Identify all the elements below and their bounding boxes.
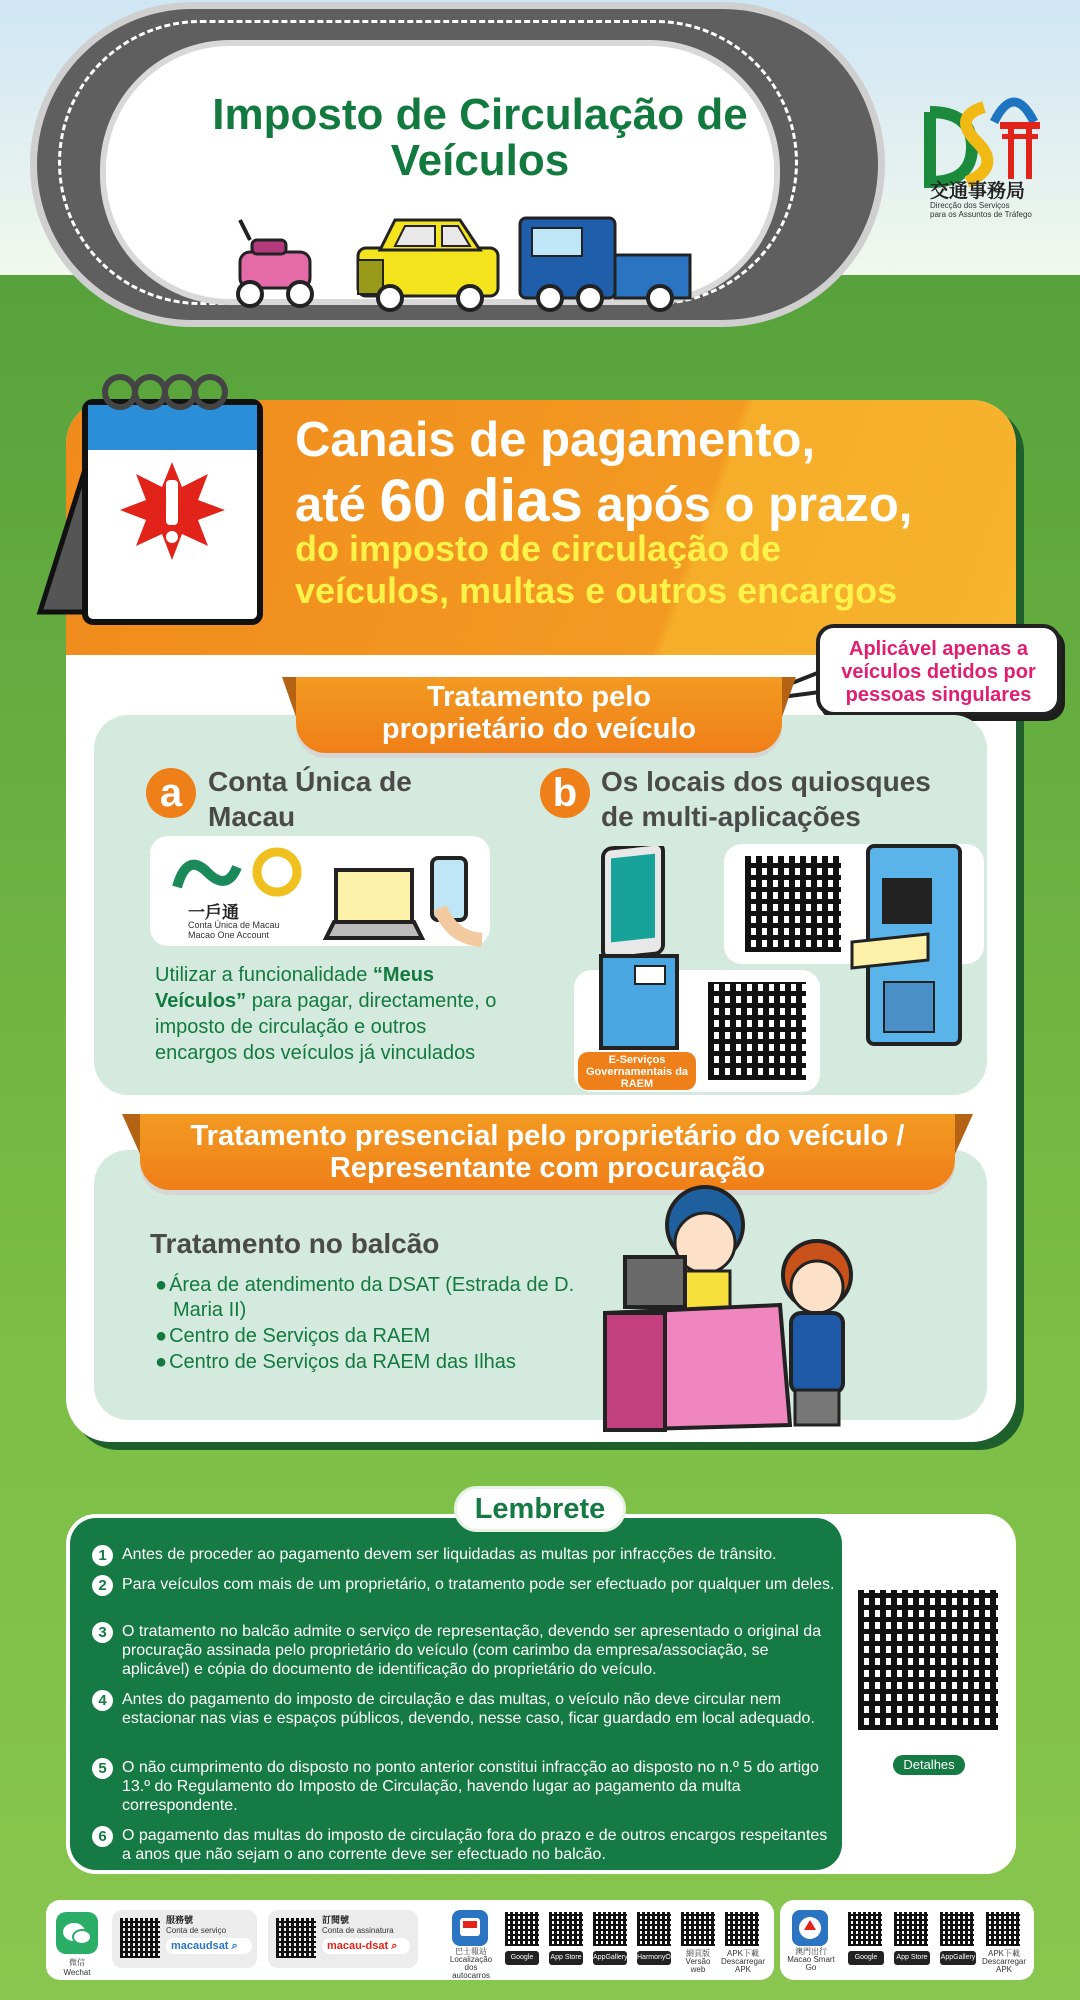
option-b-badge: b: [540, 768, 590, 818]
counter-location-item: ● Centro de Serviços da RAEM: [155, 1324, 575, 1349]
bus-app-label: 巴士報站 Localização dos autocarros: [449, 1947, 493, 1980]
laptop-phone-icon: [322, 848, 487, 948]
bus-app-qr-google[interactable]: [505, 1912, 539, 1946]
logo-chinese-name: 交通事務局: [930, 180, 1026, 202]
calendar-alert-icon: [30, 362, 275, 632]
counter-section-ribbon: Tratamento presencial pelo proprietário do veículo / Representante com procuração: [140, 1114, 955, 1190]
headline-line2: até 60 dias após o prazo,: [295, 467, 913, 534]
bus-app-qr-web[interactable]: [681, 1912, 715, 1946]
one-account-logo-cn: 一戶通: [188, 903, 239, 923]
kiosk-icon-teal: [595, 846, 691, 1056]
service-account-qr[interactable]: [120, 1918, 160, 1958]
details-qr-code[interactable]: [858, 1590, 998, 1730]
kiosk-icon-blue: [848, 842, 966, 1050]
reminder-item: 5 O não cumprimento do disposto no ponto anterior constitui infracção ao disposto no n.º 5 do artigo 13.º do Regulamento do Imposto de Circulação, havendo lugar ao pagamento da multa correspondente.: [92, 1758, 837, 1815]
bus-app-qr-apple[interactable]: [549, 1912, 583, 1946]
counter-location-item: ● Centro de Serviços da RAEM das Ilhas: [155, 1350, 575, 1375]
reminder-item: 4 Antes do pagamento do imposto de circulação e das multas, o veículo não deve circular nem estacionar nas vias e espaços públicos, devendo, nesse caso, ficar guardado em local adequado.: [92, 1690, 837, 1728]
option-b-title: Os locais dos quiosques de multi-aplicações: [601, 766, 931, 832]
car-icon: [358, 220, 498, 310]
one-account-logo: [172, 842, 322, 902]
google-play-badge[interactable]: Google Play: [505, 1951, 539, 1965]
ribbon-fold-right: [782, 677, 796, 717]
reminder-item: 2 Para veículos com mais de um proprietário, o tratamento pode ser efectuado por qualquer um deles.: [92, 1575, 837, 1594]
reminder-item: 6 O pagamento das multas do imposto de circulação fora do prazo e de outros encargos respeitantes a anos que não sejam o ano corrente deve ser efectuado no balcão.: [92, 1826, 837, 1864]
smart-go-app-icon[interactable]: [792, 1910, 828, 1946]
ribbon-fold-right: [955, 1114, 973, 1154]
option-a-title: Conta Única de Macau: [208, 766, 412, 832]
smart-go-qr-apple[interactable]: [894, 1912, 928, 1946]
page-title: Imposto de Circulação de Veículos: [212, 90, 748, 185]
truck-icon: [520, 218, 690, 310]
eservices-qr-code[interactable]: [708, 982, 806, 1080]
reminder-item: 3 O tratamento no balcão admite o serviço de representação, devendo ser apresentado o original da procuração assinada pelo proprietário do veículo (com carimbo da empresa/associação, se aplicável) e cópia do documento de identificação do proprietário do veículo.: [92, 1622, 837, 1679]
counter-title: Tratamento no balcão: [150, 1228, 440, 1259]
scooter-icon: [238, 220, 312, 306]
headline-days: 60 dias: [379, 467, 583, 534]
ribbon-fold-left: [282, 677, 296, 717]
eservices-label: E-Serviços Governamentais da RAEM: [578, 1052, 696, 1090]
bus-app-qr-appgallery[interactable]: [593, 1912, 627, 1946]
logo-portuguese-name: Direcção dos Serviços para os Assuntos de Tráfego: [930, 201, 1032, 219]
search-icon: ⌕: [231, 1940, 238, 1952]
search-icon: ⌕: [391, 1940, 398, 1952]
smart-go-qr-appgallery[interactable]: [940, 1912, 974, 1946]
service-account-pt: Conta de serviço: [166, 1926, 227, 1935]
bus-app-icon[interactable]: [452, 1910, 488, 1946]
subscription-account-cn: 訂閱號: [322, 1916, 350, 1926]
reminder-label: Lembrete: [454, 1486, 626, 1532]
apk-label: APK下載 Descarregar APK: [982, 1949, 1027, 1974]
smart-go-qr-google[interactable]: [848, 1912, 882, 1946]
web-version-label: 網頁版 Versão web: [685, 1949, 711, 1974]
apk-label: APK下載 Descarregar APK: [721, 1949, 766, 1974]
google-play-badge[interactable]: Google Play: [848, 1951, 884, 1965]
applicability-bubble: Aplicável apenas a veículos detidos por pessoas singulares: [816, 624, 1061, 716]
counter-location-item: ● Área de atendimento da DSAT (Estrada de D. Maria II): [155, 1273, 575, 1323]
harmonyos-badge[interactable]: HarmonyOS: [637, 1951, 671, 1965]
service-account-cn: 服務號: [166, 1916, 194, 1926]
appgallery-badge[interactable]: AppGallery: [940, 1951, 976, 1965]
bus-app-qr-apk[interactable]: [725, 1912, 759, 1946]
ribbon-fold-left: [122, 1114, 140, 1154]
headline-line1: Canais de pagamento,: [295, 413, 816, 467]
subscription-account-search[interactable]: macau-dsat ⌕: [322, 1938, 410, 1954]
reminder-item: 1 Antes de proceder ao pagamento devem ser liquidadas as multas por infracções de trânsito.: [92, 1545, 837, 1564]
app-store-badge[interactable]: App Store: [549, 1951, 583, 1965]
subscription-account-qr[interactable]: [276, 1918, 316, 1958]
vehicles-illustration: [230, 210, 700, 315]
bus-app-qr-harmony[interactable]: [637, 1912, 671, 1946]
owner-section-ribbon: Tratamento pelo proprietário do veículo: [296, 677, 782, 753]
option-a-description: Utilizar a funcionalidade “Meus Veículos” para pagar, directamente, o imposto de circulação e outros encargos dos veículos já vinculados: [155, 964, 497, 1064]
wechat-icon[interactable]: [56, 1912, 98, 1954]
details-button[interactable]: Detalhes: [893, 1755, 965, 1775]
kiosk-qr-code[interactable]: [745, 856, 841, 952]
service-account-search[interactable]: macaudsat ⌕: [166, 1938, 252, 1954]
smart-go-label: 澳門出行 Macao Smart Go: [787, 1947, 835, 1972]
app-store-badge[interactable]: App Store: [894, 1951, 930, 1965]
appgallery-badge[interactable]: AppGallery: [593, 1951, 627, 1965]
service-counter-illustration: [595, 1185, 865, 1440]
counter-locations-list: [155, 1273, 575, 1376]
headline-subtitle: do imposto de circulação de veículos, multas e outros encargos: [295, 528, 898, 611]
subscription-account-pt: Conta de assinatura: [322, 1926, 394, 1935]
wechat-label: 微信 Wechat: [63, 1958, 91, 1977]
one-account-logo-text: Conta Única de Macau Macao One Account: [188, 920, 280, 940]
smart-go-qr-apk[interactable]: [986, 1912, 1020, 1946]
option-a-badge: a: [146, 768, 196, 818]
